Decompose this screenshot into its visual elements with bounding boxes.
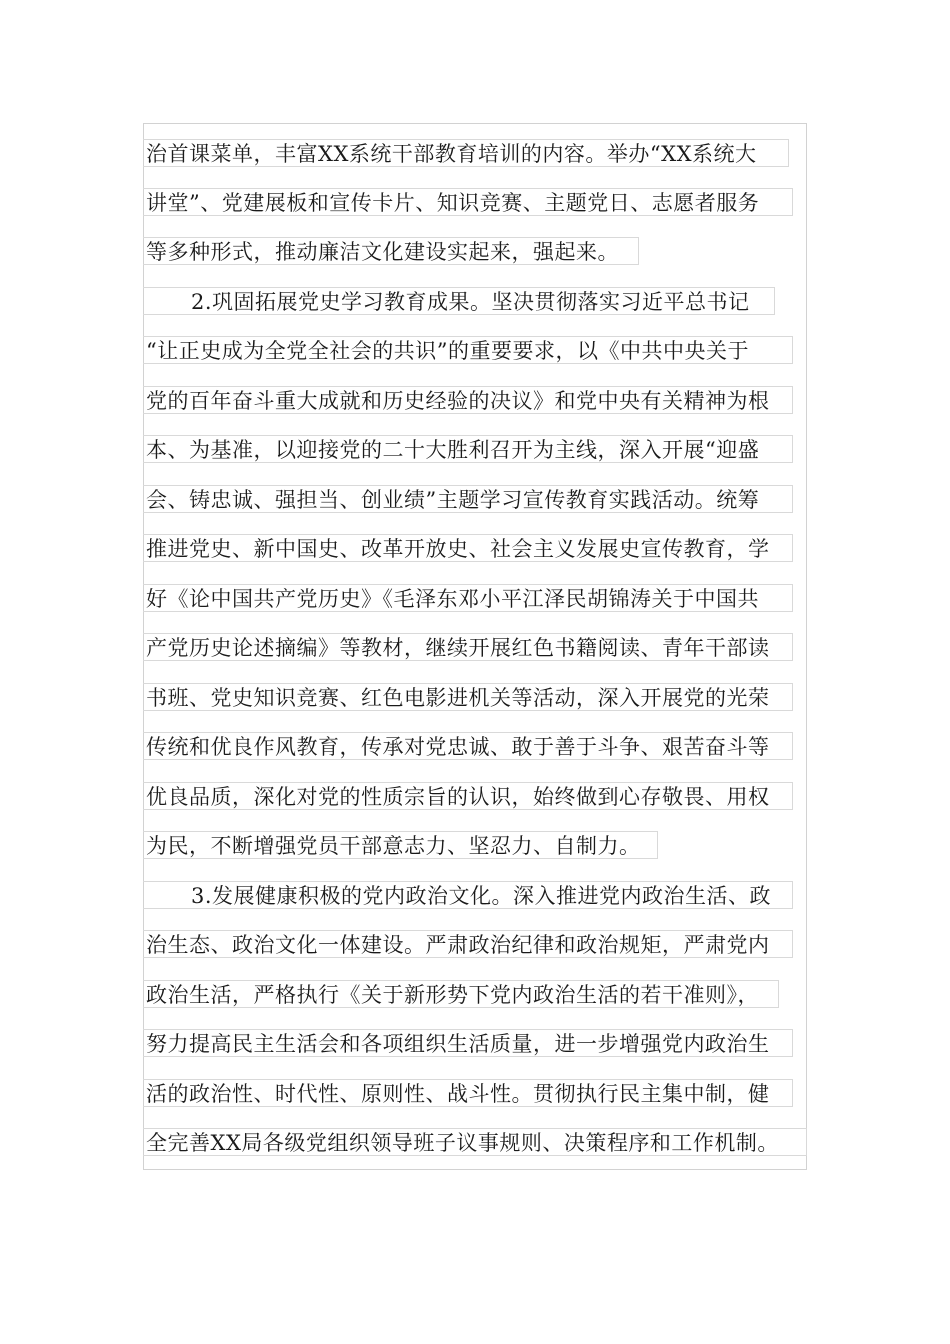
text-line: 活的政治性、时代性、原则性、战斗性。贯彻执行民主集中制，健	[143, 1079, 793, 1107]
text-line: 等多种形式，推动廉洁文化建设实起来，强起来。	[143, 237, 639, 265]
text-line: 治生态、政治文化一体建设。严肃政治纪律和政治规矩，严肃党内	[143, 930, 793, 958]
text-line: 会、铸忠诚、强担当、创业绩”主题学习宣传教育实践活动。统筹	[143, 485, 793, 513]
text-line: 好《论中国共产党历史》《毛泽东邓小平江泽民胡锦涛关于中国共	[143, 584, 793, 612]
text-line: 产党历史论述摘编》等教材，继续开展红色书籍阅读、青年干部读	[143, 633, 793, 661]
text-line: 本、为基准，以迎接党的二十大胜利召开为主线，深入开展“迎盛	[143, 435, 793, 463]
text-line: “让正史成为全党全社会的共识”的重要要求，以《中共中央关于	[143, 336, 793, 364]
text-line: 推进党史、新中国史、改革开放史、社会主义发展史宣传教育，学	[143, 534, 793, 562]
paragraph-start-line: 3.发展健康积极的党内政治文化。深入推进党内政治生活、政	[143, 881, 793, 909]
text-line: 党的百年奋斗重大成就和历史经验的决议》和党中央有关精神为根	[143, 386, 793, 414]
text-line: 优良品质，深化对党的性质宗旨的认识，始终做到心存敬畏、用权	[143, 782, 793, 810]
paragraph-start-line: 2.巩固拓展党史学习教育成果。坚决贯彻落实习近平总书记	[143, 287, 775, 315]
text-line: 讲堂”、党建展板和宣传卡片、知识竞赛、主题党日、志愿者服务	[143, 188, 793, 216]
text-line: 为民，不断增强党员干部意志力、坚忍力、自制力。	[143, 831, 658, 859]
text-line: 全完善XX局各级党组织领导班子议事规则、决策程序和工作机制。	[143, 1128, 807, 1156]
text-line: 治首课菜单，丰富XX系统干部教育培训的内容。举办“XX系统大	[143, 139, 789, 167]
text-line: 书班、党史知识竞赛、红色电影进机关等活动，深入开展党的光荣	[143, 683, 793, 711]
text-line: 努力提高民主生活会和各项组织生活质量，进一步增强党内政治生	[143, 1029, 793, 1057]
text-line: 传统和优良作风教育，传承对党忠诚、敢于善于斗争、艰苦奋斗等	[143, 732, 793, 760]
text-line: 政治生活，严格执行《关于新形势下党内政治生活的若干准则》，	[143, 980, 779, 1008]
